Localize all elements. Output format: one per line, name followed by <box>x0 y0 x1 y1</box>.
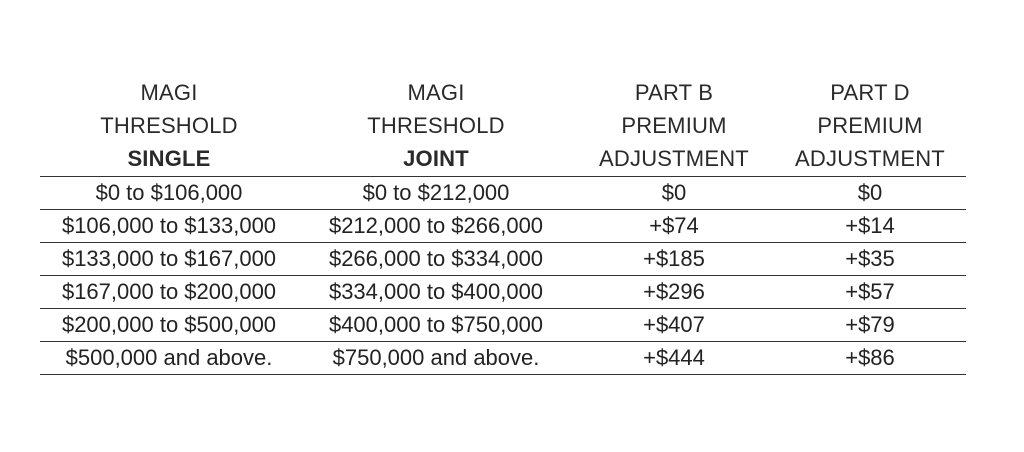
cell-part-d: +$86 <box>774 342 966 375</box>
cell-part-b: $0 <box>574 177 774 210</box>
header-magi-joint <box>298 76 574 177</box>
table-body <box>40 177 966 375</box>
header-line: MAGI <box>407 80 465 105</box>
table-row <box>40 309 966 342</box>
header-line: THRESHOLD <box>367 113 505 138</box>
cell-part-d: +$35 <box>774 243 966 276</box>
header-bold-line: SINGLE <box>127 146 211 171</box>
table-row <box>40 177 966 210</box>
table-row <box>40 243 966 276</box>
magi-premium-table-container <box>40 76 966 375</box>
header-line: ADJUSTMENT <box>599 146 749 171</box>
cell-part-d: +$14 <box>774 210 966 243</box>
cell-part-b: +$407 <box>574 309 774 342</box>
cell-magi-single: $167,000 to $200,000 <box>40 276 298 309</box>
header-part-d <box>774 76 966 177</box>
header-line: PART D <box>830 80 910 105</box>
cell-magi-single: $0 to $106,000 <box>40 177 298 210</box>
cell-magi-joint: $400,000 to $750,000 <box>298 309 574 342</box>
cell-part-b: +$444 <box>574 342 774 375</box>
cell-magi-single: $200,000 to $500,000 <box>40 309 298 342</box>
header-row <box>40 76 966 177</box>
cell-part-b: +$185 <box>574 243 774 276</box>
header-part-b <box>574 76 774 177</box>
table-row <box>40 210 966 243</box>
cell-magi-joint: $0 to $212,000 <box>298 177 574 210</box>
header-magi-single <box>40 76 298 177</box>
table-header <box>40 76 966 177</box>
cell-magi-joint: $750,000 and above. <box>298 342 574 375</box>
cell-part-b: +$74 <box>574 210 774 243</box>
header-line: PREMIUM <box>621 113 727 138</box>
header-line: MAGI <box>140 80 198 105</box>
table-row <box>40 276 966 309</box>
cell-magi-single: $133,000 to $167,000 <box>40 243 298 276</box>
table-row <box>40 342 966 375</box>
magi-premium-table <box>40 76 966 375</box>
cell-magi-joint: $334,000 to $400,000 <box>298 276 574 309</box>
header-line: PREMIUM <box>817 113 923 138</box>
header-line: ADJUSTMENT <box>795 146 945 171</box>
header-line: PART B <box>634 80 714 105</box>
cell-part-b: +$296 <box>574 276 774 309</box>
cell-magi-single: $106,000 to $133,000 <box>40 210 298 243</box>
header-bold-line: JOINT <box>403 146 469 171</box>
header-line: THRESHOLD <box>100 113 238 138</box>
cell-magi-joint: $212,000 to $266,000 <box>298 210 574 243</box>
cell-part-d: $0 <box>774 177 966 210</box>
cell-magi-joint: $266,000 to $334,000 <box>298 243 574 276</box>
cell-part-d: +$79 <box>774 309 966 342</box>
cell-part-d: +$57 <box>774 276 966 309</box>
cell-magi-single: $500,000 and above. <box>40 342 298 375</box>
